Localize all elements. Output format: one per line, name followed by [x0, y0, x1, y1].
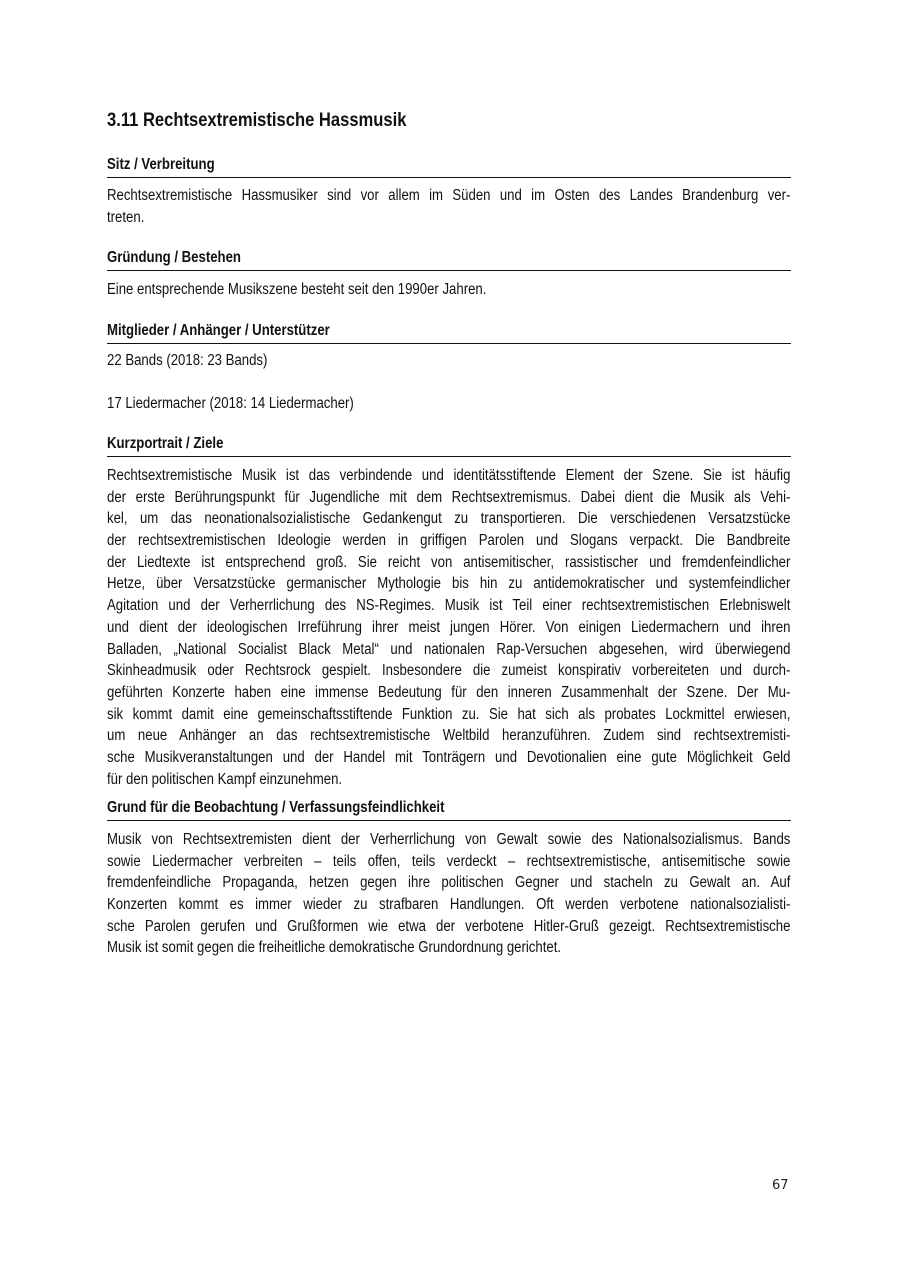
liedermacher-count: 17 Liedermacher (2018: 14 Liedermacher) [107, 395, 354, 413]
text-line: Skinheadmusik oder Rechtsrock gespielt. Insbesondere die zumeist konspirativ vorbereiteten und durch- [107, 662, 791, 680]
heading-rule [107, 177, 791, 178]
page-title: 3.11 Rechtsextremistische Hassmusik [107, 109, 407, 131]
text-line: der rechtsextremistischen Ideologie werden in griffigen Parolen und Slogans verpackt. Die Bandbreite [107, 532, 791, 550]
text-line: Hetze, über Versatzstücke germanischer Mythologie bis hin zu antidemokratischer und systemfeindlicher [107, 575, 791, 593]
text-line: Agitation und der Verherrlichung des NS-Regimes. Musik ist Teil einer rechtsextremistischen Erlebniswelt [107, 597, 791, 615]
text-line: Musik ist somit gegen die freiheitliche demokratische Grundordnung gerichtet. [107, 939, 562, 957]
text-line: geführten Konzerte haben eine immense Bedeutung für den inneren Zusammenhalt der Szene. Der Mu- [107, 683, 791, 701]
section-body-sitz [107, 185, 790, 228]
text-line: der erste Berührungspunkt für Jugendliche mit dem Rechtsextremismus. Dabei dient die Musik als Vehi- [107, 488, 791, 506]
heading-rule [107, 270, 791, 271]
text-line: Konzerten kommt es immer wieder zu strafbaren Handlungen. Oft werden verbotene nationalsozialisti- [107, 896, 791, 914]
text-line: der Liedtexte ist entsprechend groß. Sie reicht von antisemitischer, rassistischer und fremdenfeindlicher [107, 553, 791, 571]
text-line: Eine entsprechende Musikszene besteht seit den 1990er Jahren. [107, 281, 487, 298]
text-line: Balladen, „National Socialist Black Metal“ und nationalen Rap-Versuchen abgesehen, wird überwiegend [107, 640, 791, 658]
text-line: Musik von Rechtsextremisten dient der Verherrlichung von Gewalt sowie des Nationalsozialismus. Bands [107, 831, 791, 848]
section-body-mitglieder [107, 350, 790, 415]
text-line: sche Musikveranstaltungen und der Handel mit Tonträgern und Devotionalien eine gute Möglichkeit Geld [107, 748, 791, 766]
text-line: Rechtsextremistische Musik ist das verbindende und identitätsstiftende Element der Szene. Sie ist häufig [107, 467, 791, 484]
section-heading-kurzportrait: Kurzportrait / Ziele [107, 435, 224, 452]
bands-count: 22 Bands (2018: 23 Bands) [107, 352, 268, 369]
text-line: und dient der ideologischen Irreführung ihrer meist jungen Hörer. Von einigen Liedermachern und ihren [107, 618, 791, 636]
section-heading-gruendung: Gründung / Bestehen [107, 249, 241, 266]
text-line: treten. [107, 208, 145, 226]
text-line: um neue Anhänger an das rechtsextremistische Weltbild heranzuführen. Zudem sind rechtsextremisti- [107, 727, 791, 745]
text-line: sowie Liedermacher verbreiten – teils offen, teils verdeckt – rechtsextremistische, antisemitische sowie [107, 852, 791, 870]
section-heading-grund: Grund für die Beobachtung / Verfassungsfeindlichkeit [107, 799, 445, 816]
text-line: fremdenfeindliche Propaganda, hetzen gegen ihre politischen Gegner und stacheln zu Gewalt an. Auf [107, 874, 791, 892]
heading-rule [107, 343, 791, 344]
section-heading-sitz: Sitz / Verbreitung [107, 156, 215, 173]
section-body-kurzportrait [107, 465, 790, 790]
heading-rule [107, 456, 791, 457]
text-line: sche Parolen gerufen und Grußformen wie etwa der verbotene Hitler-Gruß gezeigt. Rechtsextremistische [107, 917, 791, 935]
page-number: 67 [772, 1178, 789, 1193]
section-heading-mitglieder: Mitglieder / Anhänger / Unterstützer [107, 322, 330, 339]
text-line: Rechtsextremistische Hassmusiker sind vor allem im Süden und im Osten des Landes Brandenburg ver- [107, 187, 791, 204]
section-body-gruendung [107, 279, 790, 301]
heading-rule [107, 820, 791, 821]
text-line: für den politischen Kampf einzunehmen. [107, 770, 343, 788]
text-line: kel, um das neonationalsozialistische Gedankengut zu transportieren. Die verschiedenen Versatzstücke [107, 510, 791, 528]
text-line: sik kommt damit eine gemeinschaftsstiftende Funktion zu. Sie hat sich als probates Lockmittel erwiesen, [107, 705, 791, 723]
section-body-grund [107, 829, 790, 959]
